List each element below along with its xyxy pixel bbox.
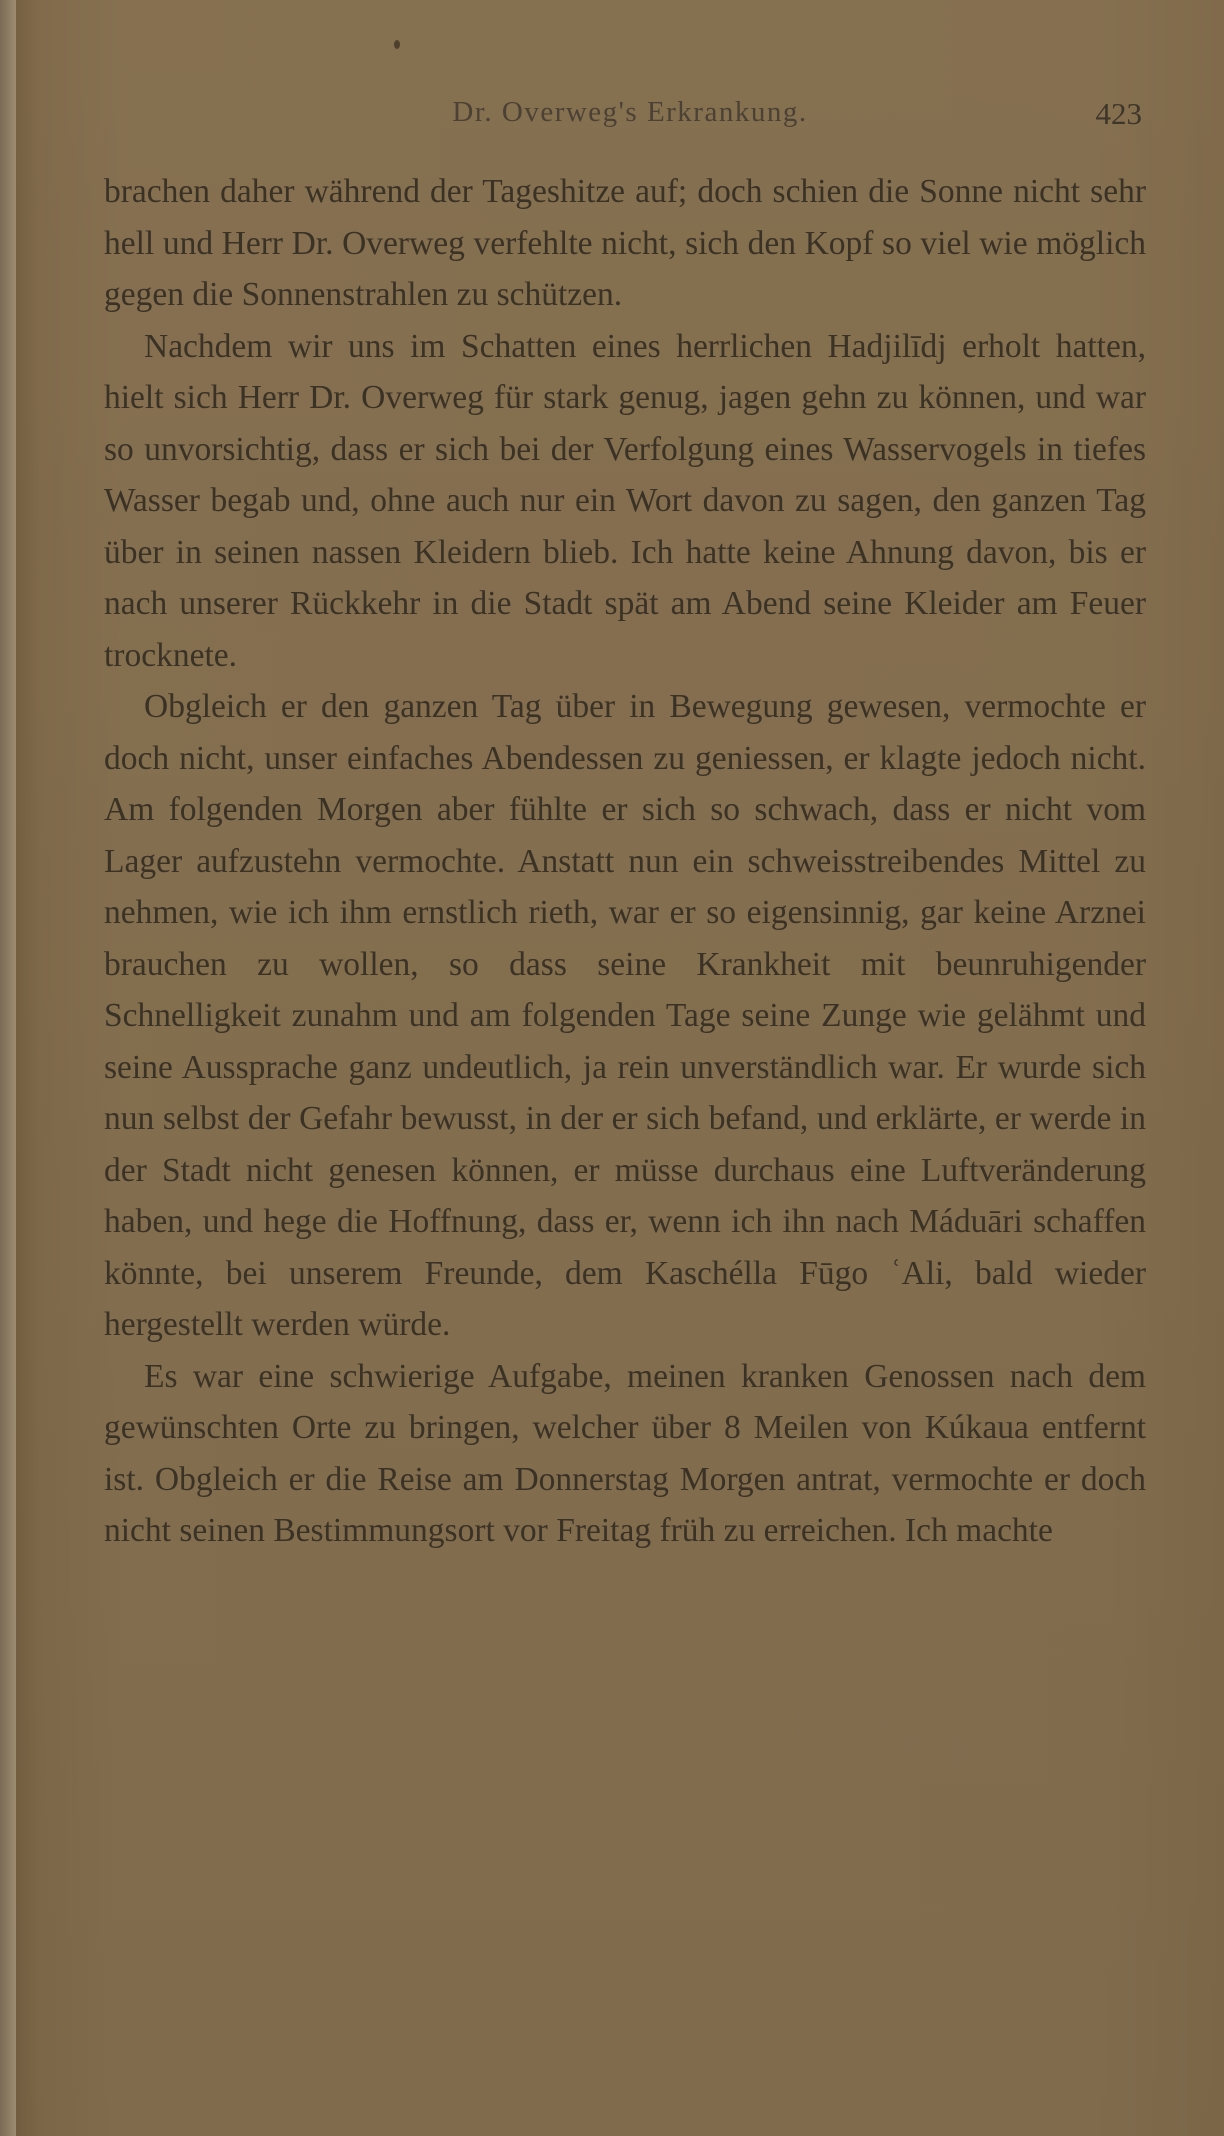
paragraph: Es war eine schwierige Aufgabe, meinen kranken Genossen nach dem gewünschten Orte zu bringen, welcher über 8 Meilen von Kúkaua entfernt ist. Obgleich er die Reise am Donnerstag Morgen antrat, vermochte er doch nicht seinen Bestimmungsort vor Freitag früh zu erreichen. Ich machte [104, 1357, 1146, 1549]
book-spine-shadow [0, 0, 16, 2136]
body-text [104, 166, 1146, 1557]
page-number: 423 [1095, 96, 1142, 131]
paragraph: brachen daher während der Tageshitze auf; doch schien die Sonne nicht sehr hell und Herr Dr. Overweg verfehlte nicht, sich den Kopf so viel wie möglich gegen die Sonnenstrahlen zu schützen. [104, 173, 1146, 313]
paragraph: Nachdem wir uns im Schatten eines herrlichen Hadjilīdj erholt hatten, hielt sich Herr Dr. Overweg für stark genug, jagen gehn zu können, und war so unvorsichtig, dass er sich bei der Verfolgung eines Wasservogels in tiefes Wasser begab und, ohne auch nur ein Wort davon zu sagen, den ganzen Tag über in seinen nassen Kleidern blieb. Ich hatte keine Ahnung davon, bis er nach unserer Rückkehr in die Stadt spät am Abend seine Kleider am Feuer trocknete. [104, 327, 1146, 674]
running-title: Dr. Overweg's Erkrankung. [452, 96, 808, 128]
ink-speck [394, 40, 400, 49]
paragraph: Obgleich er den ganzen Tag über in Bewegung gewesen, vermochte er doch nicht, unser einfaches Abendessen zu geniessen, er klagte jedoch nicht. Am folgenden Morgen aber fühlte er sich so schwach, dass er nicht vom Lager aufzustehn vermochte. Anstatt nun ein schweisstreibendes Mittel zu nehmen, wie ich ihm ernstlich rieth, war er so eigensinnig, gar keine Arznei brauchen zu wollen, so dass seine Krankheit mit beunruhigender Schnelligkeit zunahm und am folgenden Tage seine Zunge wie gelähmt und seine Aussprache ganz undeutlich, ja rein unverständlich war. Er wurde sich nun selbst der Gefahr bewusst, in der er sich befand, und erklärte, er werde in der Stadt nicht genesen können, er müsse durchaus eine Luftveränderung haben, und hege die Hoffnung, dass er, wenn ich ihn nach Máduāri schaffen könnte, bei unserem Freunde, dem Kaschélla Fūgo ʿAli, bald wieder hergestellt werden würde. [104, 688, 1146, 1343]
page-header [106, 96, 1154, 142]
